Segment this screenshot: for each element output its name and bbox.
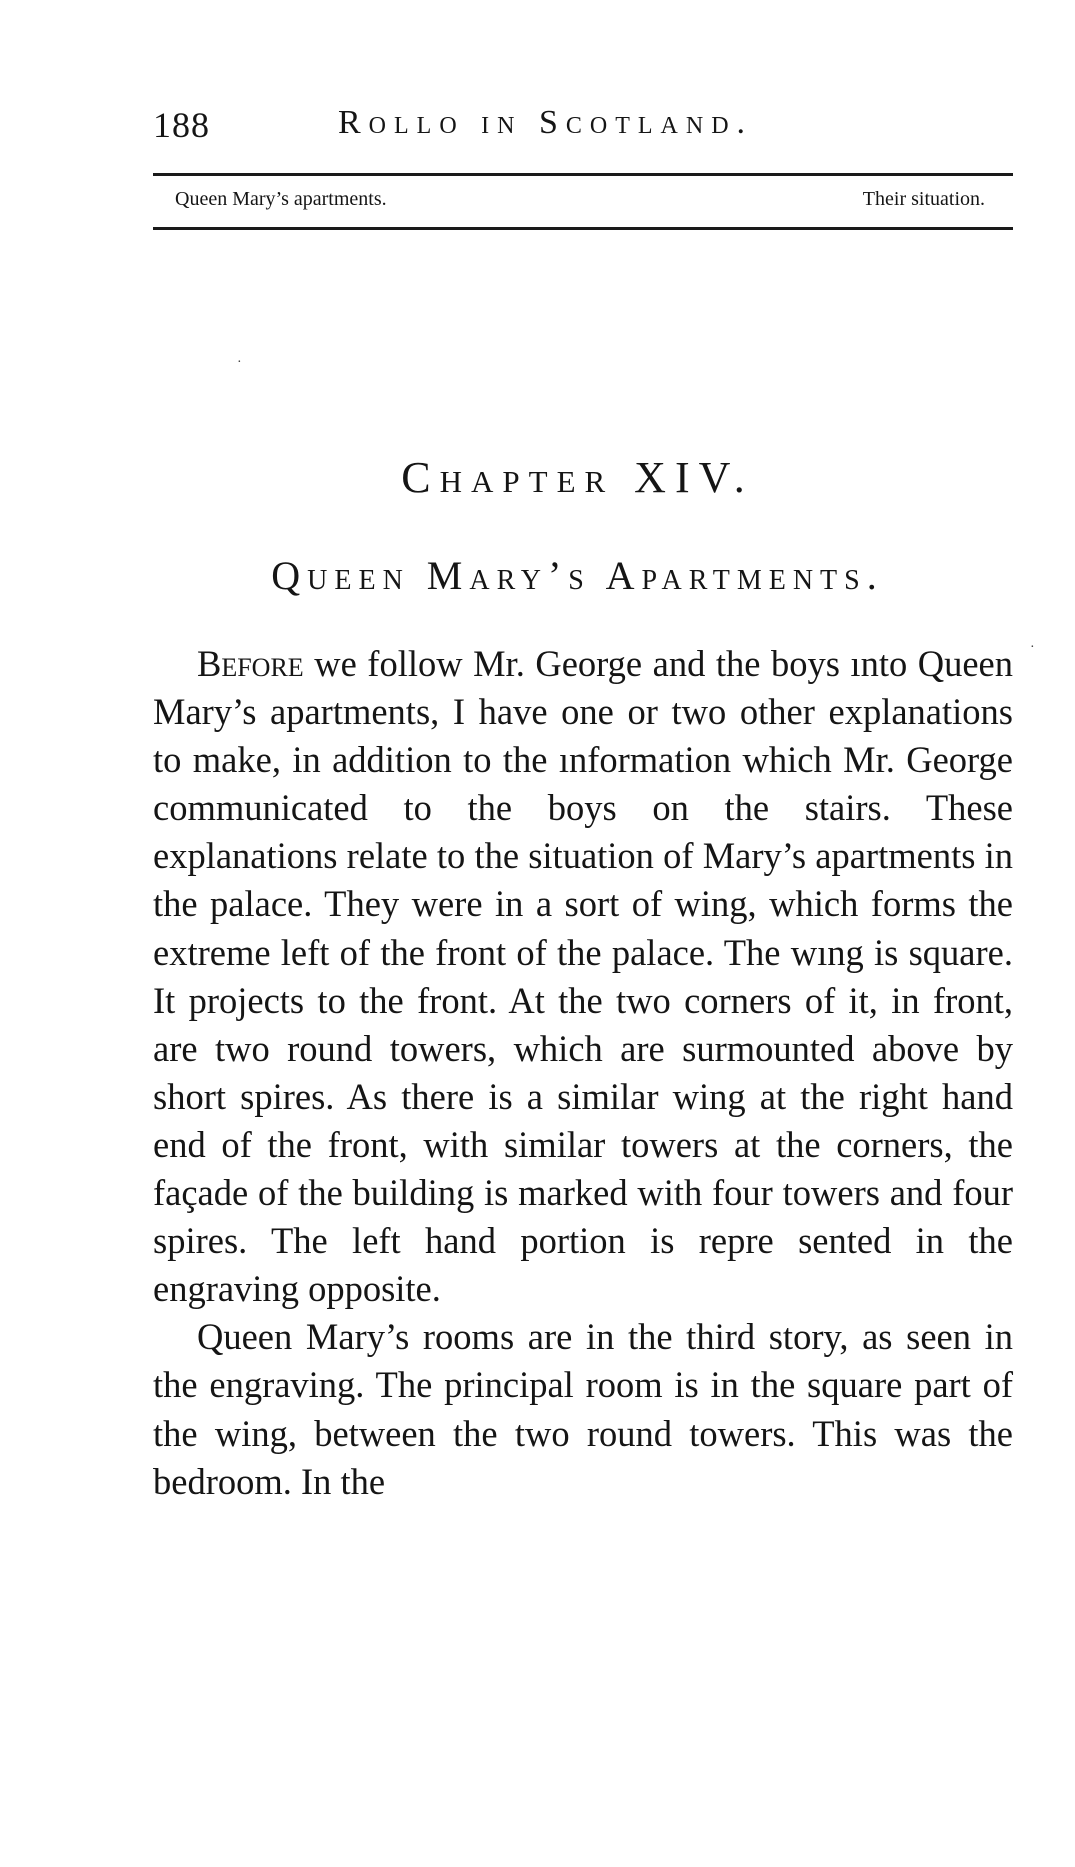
paragraph-1-text: we follow Mr. George and the boys ınto Queen Mary’s apartments, I have one or two other explanations to make, in addition to the ınformation which Mr. George communicated to the boys on the stairs. These explanations relate to the situation of Mary’s apartments in the palace. They were in a sort of wing, which forms the extreme left of the front of the palace. The wıng is square. It projects to the front. At the two corners of it, in front, are two round towers, which are surmounted above by short spires. As there is a similar wing at the right hand end of the front, with similar towers at the corners, the façade of the building is marked with four towers and four spires. The left hand portion is repre sented in the engraving opposite. <box>153 643 1013 1310</box>
subheading-left: Queen Mary’s apartments. <box>175 188 387 210</box>
ink-speck: · <box>1030 640 1035 655</box>
chapter-title: Queen Mary’s Apartments. <box>271 553 884 598</box>
ink-speck: · <box>237 355 242 370</box>
paragraph-1 <box>153 640 1013 1313</box>
chapter-body <box>153 640 1013 1506</box>
paragraph-2: Queen Mary’s rooms are in the third story, as seen in the engraving. The principal room is in the square part of the wing, between the two round towers. This was the bedroom. In the <box>153 1316 1013 1502</box>
subheading-right: Their situation. <box>862 188 985 210</box>
header-rule-bottom <box>153 227 1013 230</box>
header-rule-top <box>153 173 1013 176</box>
running-head <box>153 104 1013 154</box>
page-number: 188 <box>153 105 210 145</box>
page-subheading <box>153 188 1013 218</box>
book-title: Rollo in Scotland. <box>338 104 754 141</box>
paragraph-lead-word: Before <box>197 643 304 684</box>
chapter-number: Chapter XIV. <box>401 453 754 502</box>
